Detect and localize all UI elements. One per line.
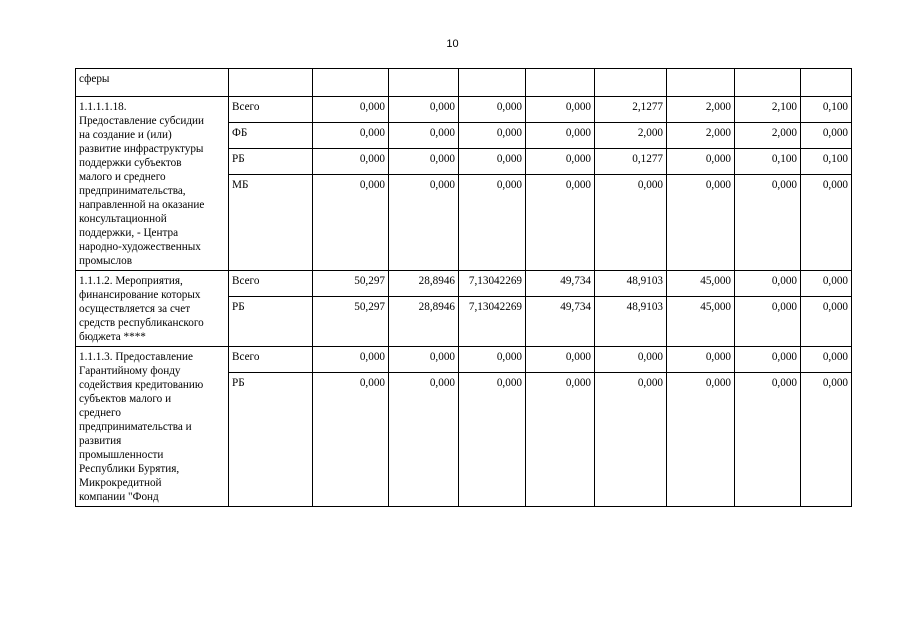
value-cell: 0,000 — [595, 347, 667, 373]
value-cell: 0,000 — [667, 149, 735, 175]
value-cell: 0,000 — [526, 123, 595, 149]
value-cell: 0,000 — [459, 347, 526, 373]
value-cell: 0,000 — [313, 149, 389, 175]
value-cell: 0,100 — [801, 97, 852, 123]
value-cell: 0,000 — [595, 373, 667, 507]
value-cell: 48,9103 — [595, 271, 667, 297]
value-cell: 0,000 — [459, 149, 526, 175]
value-cell: 0,000 — [526, 97, 595, 123]
value-cell: 0,000 — [313, 373, 389, 507]
value-cell: 0,000 — [735, 347, 801, 373]
value-cell: 0,000 — [389, 123, 459, 149]
value-cell: 0,000 — [313, 175, 389, 271]
measure-description: 1.1.1.1.18. Предоставление субсидии на создание и (или) развитие инфраструктуры поддержки субъектов малого и среднего предпринимательства, направленной на оказание консультационной поддержки, - Центра народно-художественных промыслов — [76, 97, 229, 271]
table-row — [76, 69, 852, 97]
value-cell — [667, 69, 735, 97]
value-cell: 2,100 — [735, 97, 801, 123]
value-cell: 0,000 — [526, 175, 595, 271]
value-cell — [459, 69, 526, 97]
value-cell: 0,000 — [801, 297, 852, 347]
value-cell: 0,000 — [389, 149, 459, 175]
value-cell: 0,000 — [667, 347, 735, 373]
funding-source: ФБ — [229, 123, 313, 149]
value-cell: 0,000 — [801, 373, 852, 507]
value-cell: 0,000 — [526, 373, 595, 507]
value-cell: 0,000 — [667, 175, 735, 271]
value-cell: 0,000 — [389, 97, 459, 123]
funding-source: МБ — [229, 175, 313, 271]
measure-description: 1.1.1.2. Мероприятия, финансирование которых осуществляется за счет средств республиканского бюджета **** — [76, 271, 229, 347]
value-cell: 0,1277 — [595, 149, 667, 175]
table-row — [76, 347, 852, 373]
value-cell: 48,9103 — [595, 297, 667, 347]
value-cell: 0,000 — [313, 347, 389, 373]
value-cell: 0,000 — [313, 123, 389, 149]
value-cell: 0,000 — [389, 347, 459, 373]
value-cell: 0,000 — [801, 271, 852, 297]
value-cell: 2,000 — [667, 97, 735, 123]
value-cell: 7,13042269 — [459, 297, 526, 347]
value-cell: 50,297 — [313, 271, 389, 297]
value-cell: 2,000 — [735, 123, 801, 149]
funding-source: Всего — [229, 271, 313, 297]
funding-source — [229, 69, 313, 97]
value-cell: 45,000 — [667, 271, 735, 297]
funding-source: РБ — [229, 149, 313, 175]
value-cell: 0,000 — [595, 175, 667, 271]
measure-description: сферы — [76, 69, 229, 97]
value-cell: 0,000 — [459, 97, 526, 123]
value-cell: 0,000 — [801, 175, 852, 271]
funding-source: Всего — [229, 97, 313, 123]
value-cell: 0,000 — [801, 123, 852, 149]
value-cell: 0,000 — [735, 271, 801, 297]
value-cell: 0,000 — [459, 123, 526, 149]
funding-source: РБ — [229, 373, 313, 507]
value-cell: 0,000 — [735, 373, 801, 507]
table-row — [76, 97, 852, 123]
value-cell: 0,000 — [735, 297, 801, 347]
value-cell — [313, 69, 389, 97]
value-cell: 0,000 — [526, 149, 595, 175]
value-cell: 0,000 — [389, 175, 459, 271]
value-cell: 49,734 — [526, 271, 595, 297]
funding-source: РБ — [229, 297, 313, 347]
value-cell: 0,000 — [667, 373, 735, 507]
value-cell — [735, 69, 801, 97]
value-cell: 7,13042269 — [459, 271, 526, 297]
table-row — [76, 271, 852, 297]
value-cell: 0,000 — [313, 97, 389, 123]
value-cell: 2,000 — [595, 123, 667, 149]
value-cell: 0,100 — [735, 149, 801, 175]
measure-description: 1.1.1.3. Предоставление Гарантийному фонду содействия кредитованию субъектов малого и среднего предпринимательства и развития промышленности Республики Бурятия, Микрокредитной компании "Фонд — [76, 347, 229, 507]
value-cell — [389, 69, 459, 97]
value-cell: 50,297 — [313, 297, 389, 347]
value-cell: 0,000 — [801, 347, 852, 373]
value-cell: 0,000 — [735, 175, 801, 271]
value-cell: 28,8946 — [389, 297, 459, 347]
value-cell: 0,100 — [801, 149, 852, 175]
value-cell — [526, 69, 595, 97]
page-number: 10 — [446, 38, 459, 50]
value-cell: 2,1277 — [595, 97, 667, 123]
value-cell: 0,000 — [389, 373, 459, 507]
value-cell — [801, 69, 852, 97]
funding-source: Всего — [229, 347, 313, 373]
value-cell: 0,000 — [526, 347, 595, 373]
value-cell: 0,000 — [459, 175, 526, 271]
value-cell: 45,000 — [667, 297, 735, 347]
value-cell: 0,000 — [459, 373, 526, 507]
funding-table — [75, 68, 852, 507]
value-cell: 49,734 — [526, 297, 595, 347]
value-cell: 28,8946 — [389, 271, 459, 297]
value-cell — [595, 69, 667, 97]
value-cell: 2,000 — [667, 123, 735, 149]
